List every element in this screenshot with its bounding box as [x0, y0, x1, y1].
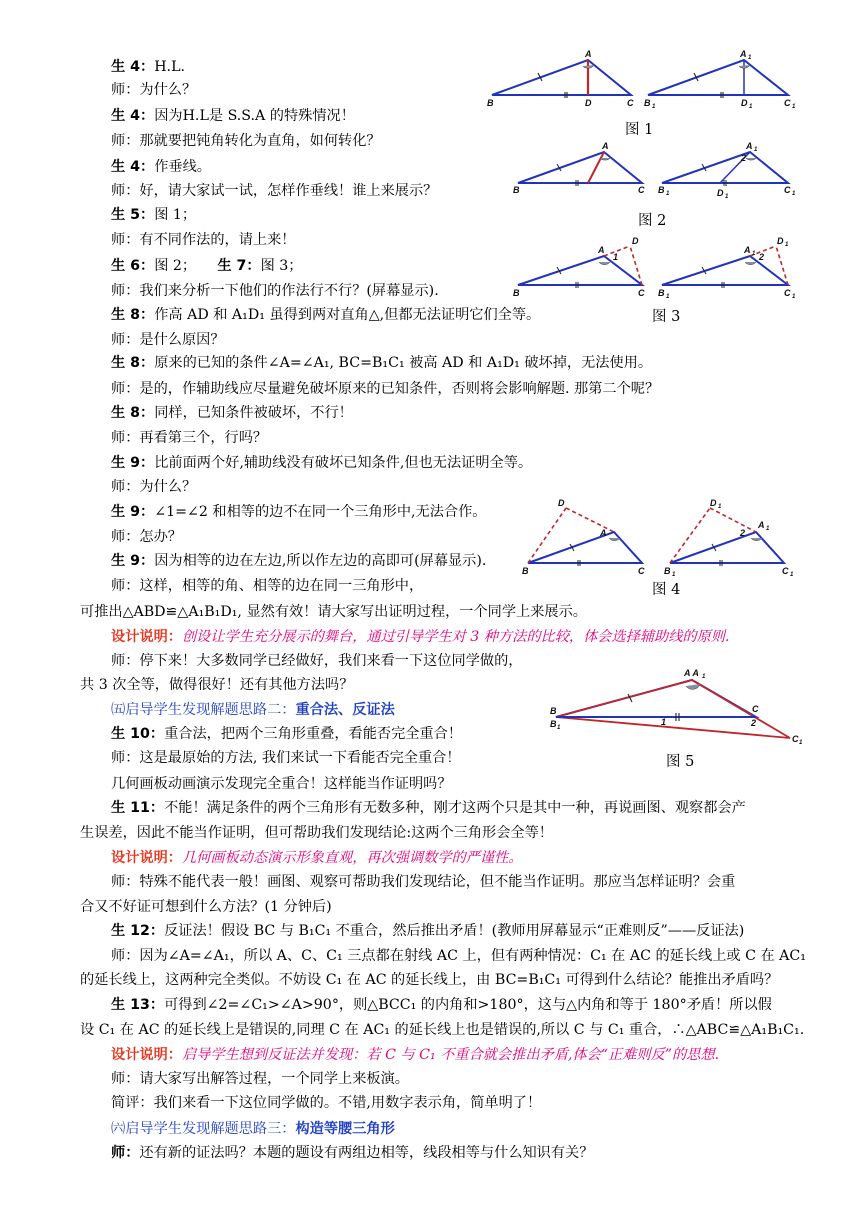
- line-text: 师：我们来分析一下他们的作法行不行？(屏幕显示).: [111, 283, 439, 299]
- svg-text:A: A: [602, 141, 609, 151]
- label-c1: C: [784, 98, 791, 108]
- design-note-text: 启导学生想到反证法并发现：若 C 与 C₁ 不重合就会推出矛盾,体会“正难则反”的思想.: [181, 1047, 720, 1063]
- dialogue-line: [111, 157, 211, 179]
- line-text: H.L.: [154, 59, 186, 75]
- design-note: [111, 627, 729, 649]
- figure-2-right-triangle: [658, 141, 796, 200]
- line-text: 师：怎办？: [111, 529, 182, 545]
- dialogue-line: [111, 798, 746, 820]
- section-heading: [111, 700, 395, 722]
- line-text: 作垂线。: [154, 159, 211, 175]
- figure-5-caption: 图 5: [666, 754, 695, 770]
- svg-text:C: C: [752, 704, 759, 714]
- svg-text:B: B: [522, 566, 529, 576]
- text-line: [111, 477, 196, 499]
- dialogue-line: [111, 921, 744, 943]
- svg-text:1: 1: [792, 191, 796, 197]
- svg-text:C: C: [792, 734, 799, 744]
- speaker-label: 生 13：: [111, 997, 165, 1013]
- line-text: 可得到∠2=∠C₁>∠A>90°，则△BCC₁ 的内角和>180°，这与△内角和等于 180°矛盾！所以假: [164, 997, 772, 1013]
- svg-text:1: 1: [749, 104, 753, 110]
- text-line: [111, 330, 225, 352]
- line-text: 师：是什么原因？: [111, 332, 225, 348]
- text-line: [111, 80, 196, 102]
- line-text: 师：这是最原始的方法, 我们来试一下看能否完全重合！: [111, 750, 461, 766]
- speaker-label: 生 9：: [111, 455, 155, 471]
- figure-2: [512, 140, 812, 206]
- dialogue-line: [111, 57, 185, 79]
- line-text: 图 1；: [154, 207, 197, 223]
- text-line: [111, 230, 295, 252]
- svg-text:1: 1: [752, 251, 756, 257]
- svg-text:1: 1: [799, 740, 803, 746]
- svg-text:B: B: [664, 566, 671, 576]
- line-text: 生误差，因此不能当作证明，但可帮助我们发现结论:这两个三角形会全等！: [80, 825, 553, 841]
- figure-1: [486, 46, 806, 122]
- line-text: 简评：我们来看一下这位同学做的。不错,用数字表示角，简单明了！: [111, 1095, 542, 1111]
- speaker-label: 生 5：: [111, 207, 155, 223]
- section-heading: [111, 1119, 395, 1141]
- svg-text:1: 1: [652, 104, 656, 110]
- svg-text:A: A: [598, 245, 605, 255]
- line-text: 师：是的，作辅助线应尽量避免破坏原来的已知条件，否则将会影响解题. 那第二个呢？: [111, 381, 660, 397]
- label-aa1: A A: [684, 668, 699, 678]
- svg-text:1: 1: [792, 294, 796, 300]
- text-line: [80, 1020, 804, 1042]
- text-line: [111, 281, 439, 303]
- figure-2-caption: 图 2: [638, 213, 667, 229]
- text-line: [111, 946, 806, 968]
- figure-3-right-triangle: [658, 236, 796, 300]
- line-text: 师：这样，相等的角、相等的边在同一三角形中，: [111, 578, 424, 594]
- dialogue-line: [111, 551, 486, 573]
- speaker-label: 生 4：: [111, 59, 155, 75]
- line-text: 师：请大家写出解答过程，一个同学上来板演。: [111, 1071, 409, 1087]
- text-line: [111, 576, 423, 598]
- label-b1: B: [644, 98, 651, 108]
- text-line: [111, 131, 381, 153]
- text-line: [111, 651, 522, 673]
- speaker-label: 生 6：: [111, 258, 155, 274]
- svg-text:B: B: [658, 185, 665, 195]
- text-line: [111, 774, 452, 796]
- line-text: 师：有不同作法的，请上来！: [111, 232, 296, 248]
- speaker-label: 生 12：: [111, 923, 165, 939]
- design-note: [111, 848, 522, 870]
- svg-text:B: B: [550, 706, 557, 716]
- svg-text:A: A: [758, 520, 765, 530]
- line-text: 共 3 次全等，做得很好！还有其他方法吗？: [80, 677, 354, 693]
- line-text: 反证法！假设 BC 与 B₁C₁ 不重合，然后推出矛盾！(教师用屏幕显示“正难则反”——反证法): [164, 923, 745, 939]
- svg-text:1: 1: [718, 504, 722, 510]
- svg-text:1: 1: [672, 572, 676, 578]
- speaker-label: 生 7：: [217, 258, 261, 274]
- line-text: 图 3；: [260, 258, 303, 274]
- section-heading-prefix: ㈤启导学生发现解题思路二：: [111, 702, 296, 718]
- svg-text:1: 1: [702, 674, 706, 680]
- svg-text:C: C: [784, 185, 791, 195]
- svg-text:C: C: [638, 288, 645, 298]
- line-text: 的延长线上，这两种完全类似。不妨设 C₁ 在 AC 的延长线上，由 BC=B₁C₁ 可得到什么结论？能推出矛盾吗？: [80, 972, 779, 988]
- dialogue-line: [111, 353, 652, 375]
- text-line: [80, 970, 778, 992]
- figure-4-left-triangle: [522, 498, 645, 576]
- svg-text:1: 1: [666, 294, 670, 300]
- speaker-label: 生 4：: [111, 159, 155, 175]
- section-heading-title: 构造等腰三角形: [295, 1121, 395, 1137]
- svg-text:2: 2: [759, 252, 765, 262]
- svg-text:D: D: [558, 498, 565, 508]
- figure-5: [546, 664, 806, 744]
- line-text: 师：那就要把钝角转化为直角，如何转化？: [111, 133, 381, 149]
- design-note-label: 设计说明：: [111, 629, 182, 645]
- text-line: [111, 872, 735, 894]
- svg-text:1: 1: [785, 242, 789, 248]
- figure-3: [512, 232, 812, 304]
- svg-text:B: B: [550, 719, 557, 729]
- figure-3-caption: 图 3: [652, 309, 681, 325]
- line-text: 合又不好证可想到什么方法？(1 分钟后): [80, 899, 332, 915]
- line-text: 原来的已知的条件∠A=∠A₁, BC=B₁C₁ 被高 AD 和 A₁D₁ 破坏掉，无法使用。: [154, 355, 653, 371]
- speaker-label: 师：: [111, 1145, 140, 1161]
- svg-text:B: B: [513, 185, 520, 195]
- text-line: [111, 527, 182, 549]
- line-text: 不能！满足条件的两个三角形有无数多种，刚才这两个只是其中一种，再说画图、观察都会产: [164, 800, 746, 816]
- speaker-label: 生 4：: [111, 108, 155, 124]
- figure-2-left-triangle: [513, 141, 645, 195]
- dialogue-line: [111, 305, 540, 327]
- text-line: [111, 181, 437, 203]
- svg-text:B: B: [658, 288, 665, 298]
- line-text: 重合法，把两个三角形重叠，看能否完全重合！: [164, 726, 463, 742]
- text-line: [111, 748, 461, 770]
- line-text: 同样，已知条件被破坏，不行！: [154, 405, 353, 421]
- line-text: 还有新的证法吗？本题的题设有两组边相等，线段相等与什么知识有关？: [139, 1145, 594, 1161]
- speaker-label: 生 8：: [111, 405, 155, 421]
- svg-text:D: D: [710, 498, 717, 508]
- line-text: 师：为什么？: [111, 479, 197, 495]
- label-d: D: [585, 98, 592, 108]
- label-a: A: [585, 49, 592, 59]
- line-text: ∠1=∠2 和相等的边不在同一个三角形中,无法合作。: [154, 504, 487, 520]
- text-line: [111, 379, 659, 401]
- svg-text:D: D: [717, 188, 724, 198]
- speaker-label: 生 8：: [111, 355, 155, 371]
- svg-text:2: 2: [741, 153, 747, 163]
- svg-text:1: 1: [725, 194, 729, 200]
- line-text: 师：停下来！大多数同学已经做好，我们来看一下这位同学做的，: [111, 653, 523, 669]
- figure-3-left-triangle: [513, 236, 645, 298]
- line-text: 因为相等的边在左边,所以作左边的高即可(屏幕显示).: [154, 553, 487, 569]
- svg-text:1: 1: [792, 104, 796, 110]
- dialogue-line: [111, 106, 355, 128]
- line-text: 师：再看第三个，行吗？: [111, 430, 268, 446]
- figure-1-right-triangle: [644, 49, 796, 110]
- section-heading-title: 重合法、反证法: [295, 702, 395, 718]
- svg-text:2: 2: [751, 718, 757, 728]
- dialogue-line: [111, 403, 353, 425]
- speaker-label: 生 9：: [111, 504, 155, 520]
- text-line: [80, 675, 353, 697]
- text-line: [111, 1093, 541, 1115]
- svg-text:C: C: [782, 566, 789, 576]
- dialogue-line: [111, 205, 196, 227]
- line-text: 比前面两个好,辅助线没有破坏已知条件,但也无法证明全等。: [154, 455, 533, 471]
- svg-text:D: D: [777, 236, 784, 246]
- text-line: [80, 897, 332, 919]
- design-note-text: 几何画板动态演示形象直观，再次强调数学的严谨性。: [181, 850, 523, 866]
- speaker-label: 生 10：: [111, 726, 165, 742]
- line-text: 图 2；: [154, 258, 218, 274]
- svg-text:1: 1: [754, 147, 758, 153]
- text-line: [80, 823, 553, 845]
- svg-text:1: 1: [613, 252, 619, 262]
- svg-text:A: A: [600, 528, 607, 538]
- line-text: 因为H.L是 S.S.A 的特殊情况！: [154, 108, 355, 124]
- figure-4-right-triangle: [664, 498, 794, 578]
- line-text: 可推出△ABD≌△A₁B₁D₁, 显然有效！请大家写出证明过程，一个同学上来展示。: [80, 604, 587, 620]
- dialogue-line: [111, 256, 302, 278]
- svg-text:A: A: [744, 245, 751, 255]
- design-note-text: 创设让学生充分展示的舞台，通过引导学生对 3 种方法的比较，体会选择辅助线的原则.: [181, 629, 730, 645]
- speaker-label: 生 9：: [111, 553, 155, 569]
- text-line: [80, 602, 587, 624]
- svg-text:C: C: [784, 288, 791, 298]
- svg-text:D: D: [632, 236, 639, 246]
- line-text: 师：因为∠A=∠A₁，所以 A、C、C₁ 三点都在射线 AC 上，但有两种情况：C₁ 在 AC 的延长线上或 C 在 AC₁: [111, 948, 806, 964]
- svg-text:2: 2: [740, 528, 746, 538]
- dialogue-line: [111, 502, 487, 524]
- figure-4: [520, 494, 800, 578]
- svg-text:1: 1: [661, 717, 667, 727]
- text-line: [111, 428, 267, 450]
- svg-text:1: 1: [666, 191, 670, 197]
- design-note-label: 设计说明：: [111, 850, 182, 866]
- line-text: 设 C₁ 在 AC 的延长线上是错误的,同理 C 在 AC₁ 的延长线上也是错误的,所以 C 与 C₁ 重合，∴△ABC≌△A₁B₁C₁.: [80, 1022, 805, 1038]
- figure-4-caption: 图 4: [652, 582, 681, 598]
- line-text: 师：好，请大家试一试，怎样作垂线！谁上来展示？: [111, 183, 438, 199]
- label-a1: A: [740, 49, 747, 59]
- speaker-label: 生 8：: [111, 307, 155, 323]
- dialogue-line: [111, 724, 462, 746]
- figure-1-left-triangle: [487, 49, 634, 108]
- section-heading-prefix: ㈥启导学生发现解题思路三：: [111, 1121, 296, 1137]
- dialogue-line: [111, 453, 532, 475]
- svg-text:A: A: [746, 141, 753, 151]
- line-text: 几何画板动画演示发现完全重合！这样能当作证明吗？: [111, 776, 452, 792]
- design-note-label: 设计说明：: [111, 1047, 182, 1063]
- figure-1-caption: 图 1: [625, 122, 654, 138]
- dialogue-line: [111, 1143, 593, 1165]
- text-line: [111, 1069, 409, 1091]
- svg-text:C: C: [638, 566, 645, 576]
- line-text: 作高 AD 和 A₁D₁ 虽得到两对直角△,但都无法证明它们全等。: [154, 307, 541, 323]
- svg-text:C: C: [638, 185, 645, 195]
- line-text: 师：为什么？: [111, 82, 197, 98]
- line-text: 师：特殊不能代表一般！画图、观察可帮助我们发现结论，但不能当作证明。那应当怎样证明？会重: [111, 874, 736, 890]
- label-c: C: [627, 98, 634, 108]
- label-d1: D: [741, 98, 748, 108]
- speaker-label: 生 11：: [111, 800, 165, 816]
- svg-text:B: B: [513, 288, 520, 298]
- design-note: [111, 1045, 719, 1067]
- dialogue-line: [111, 995, 772, 1017]
- svg-text:1: 1: [557, 725, 561, 731]
- svg-text:1: 1: [790, 572, 794, 578]
- label-b: B: [487, 98, 494, 108]
- svg-text:1: 1: [748, 55, 752, 61]
- svg-text:1: 1: [766, 526, 770, 532]
